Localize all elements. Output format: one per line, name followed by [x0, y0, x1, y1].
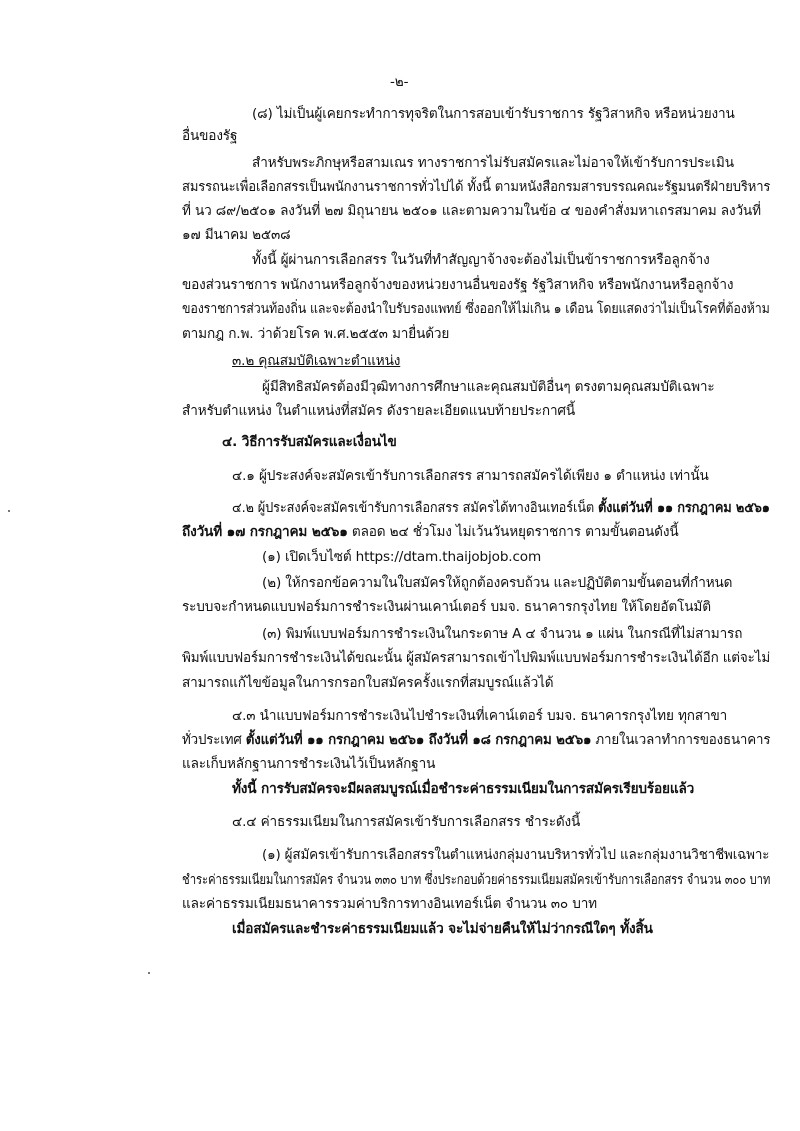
- emphasis-note: เมื่อสมัครและชำระค่าธรรมเนียมแล้ว จะไม่จ่ายคืนให้ไม่ว่ากรณีใดๆ ทั้งสิ้น: [232, 921, 653, 937]
- text-line: (๑) เปิดเว็บไซต์ https://dtam.thaijobjob.com: [262, 549, 542, 565]
- text-line: ของราชการส่วนท้องถิ่น และจะต้องนำใบรับรองแพทย์ ซึ่งออกให้ไม่เกิน ๑ เดือน โดยแสดงว่าไม่เป็นโรคที่ต้องห้าม: [182, 301, 770, 317]
- text-line: [182, 522, 679, 542]
- text-span: ทั่วประเทศ: [182, 732, 246, 748]
- text-line: และเก็บหลักฐานการชำระเงินไว้เป็นหลักฐาน: [182, 756, 436, 772]
- text-line: ทั้งนี้ ผู้ผ่านการเลือกสรร ในวันที่ทำสัญญาจ้างจะต้องไม่เป็นข้าราชการหรือลูกจ้าง: [252, 252, 710, 268]
- text-line: (๑) ผู้สมัครเข้ารับการเลือกสรรในตำแหน่งกลุ่มงานบริหารทั่วไป และกลุ่มงานวิชาชีพเฉพาะ: [262, 847, 770, 863]
- text-span: ภายในเวลาทำการของธนาคาร: [591, 732, 771, 748]
- text-line: พิมพ์แบบฟอร์มการชำระเงินได้ขณะนั้น ผู้สมัครสามารถเข้าไปพิมพ์แบบฟอร์มการชำระเงินได้อีก แต่จะไม่: [182, 650, 771, 666]
- text-line: ของส่วนราชการ พนักงานหรือลูกจ้างของหน่วยงานอื่นของรัฐ รัฐวิสาหกิจ หรือพนักงานหรือลูกจ้าง: [182, 277, 734, 293]
- text-span: ๔.๒ ผู้ประสงค์จะสมัครเข้ารับการเลือกสรร สมัครได้ทางอินเทอร์เน็ต: [232, 500, 598, 516]
- text-line: [232, 498, 770, 518]
- text-line: [182, 730, 770, 750]
- text-line: ๔.๓ นำแบบฟอร์มการชำระเงินไปชำระเงินที่เคาน์เตอร์ บมจ. ธนาคารกรุงไทย ทุกสาขา: [232, 708, 728, 724]
- section-heading: ๔. วิธีการรับสมัครและเงื่อนไข: [222, 434, 397, 450]
- date-range-text: ถึงวันที่ ๑๗ กรกฎาคม ๒๕๖๑: [182, 524, 348, 540]
- page-number: -๒-: [390, 74, 409, 90]
- text-line: ๔.๑ ผู้ประสงค์จะสมัครเข้ารับการเลือกสรร สามารถสมัครได้เพียง ๑ ตำแหน่ง เท่านั้น: [232, 468, 709, 484]
- text-line: สำหรับพระภิกษุหรือสามเณร ทางราชการไม่รับสมัครและไม่อาจให้เข้ารับการประเมิน: [252, 155, 734, 171]
- text-line: ชำระค่าธรรมเนียมในการสมัคร จำนวน ๓๓๐ บาท ซึ่งประกอบด้วยค่าธรรมเนียมสมัครเข้ารับการเลือกสรร จำนวน ๓๐๐ บาท: [182, 872, 771, 888]
- text-line: (๒) ให้กรอกข้อความในใบสมัครให้ถูกต้องครบถ้วน และปฏิบัติตามขั้นตอนที่กำหนด: [262, 575, 733, 591]
- text-line: และค่าธรรมเนียมธนาคารรวมค่าบริการทางอินเทอร์เน็ต จำนวน ๓๐ บาท: [182, 896, 597, 912]
- text-line: ผู้มีสิทธิสมัครต้องมีวุฒิทางการศึกษาและคุณสมบัติอื่นๆ ตรงตามคุณสมบัติเฉพาะ: [262, 379, 715, 395]
- text-line: (๘) ไม่เป็นผู้เคยกระทำการทุจริตในการสอบเข้ารับราชการ รัฐวิสาหกิจ หรือหน่วยงาน: [252, 106, 735, 122]
- text-line: สมรรถนะเพื่อเลือกสรรเป็นพนักงานราชการทั่วไปได้ ทั้งนี้ ตามหนังสือกรมสารบรรณคณะรัฐมนตรีฝ่ายบริหาร: [182, 179, 771, 195]
- text-line: ตามกฎ ก.พ. ว่าด้วยโรค พ.ศ.๒๕๕๓ มายื่นด้วย: [182, 326, 450, 342]
- text-line: สามารถแก้ไขข้อมูลในการกรอกใบสมัครครั้งแรกที่สมบูรณ์แล้วได้: [182, 675, 554, 691]
- scan-mark: [148, 972, 150, 974]
- section-heading: ๓.๒ คุณสมบัติเฉพาะตำแหน่ง: [232, 353, 401, 369]
- scan-mark: [8, 510, 10, 512]
- text-line: (๓) พิมพ์แบบฟอร์มการชำระเงินในกระดาษ A ๔ จำนวน ๑ แผ่น ในกรณีที่ไม่สามารถ: [262, 626, 743, 642]
- date-range-text: ตั้งแต่วันที่ ๑๑ กรกฎาคม ๒๕๖๑: [597, 500, 770, 516]
- text-span: ตลอด ๒๔ ชั่วโมง ไม่เว้นวันหยุดราชการ ตามขั้นตอนดังนี้: [347, 524, 679, 540]
- date-range-text: ตั้งแต่วันที่ ๑๑ กรกฎาคม ๒๕๖๑ ถึงวันที่ ๑๘ กรกฎาคม ๒๕๖๑: [245, 732, 592, 748]
- text-line: ๑๗ มีนาคม ๒๕๓๘: [182, 227, 291, 243]
- text-line: อื่นของรัฐ: [182, 128, 238, 144]
- text-line: ระบบจะกำหนดแบบฟอร์มการชำระเงินผ่านเคาน์เตอร์ บมจ. ธนาคารกรุงไทย ให้โดยอัตโนมัติ: [182, 599, 711, 615]
- text-line: ๔.๔ ค่าธรรมเนียมในการสมัครเข้ารับการเลือกสรร ชำระดังนี้: [232, 814, 581, 830]
- emphasis-note: ทั้งนี้ การรับสมัครจะมีผลสมบูรณ์เมื่อชำระค่าธรรมเนียมในการสมัครเรียบร้อยแล้ว: [232, 781, 695, 797]
- text-line: ที่ นว ๘๙/๒๕๐๑ ลงวันที่ ๒๗ มิถุนายน ๒๕๐๑ และตามความในข้อ ๔ ของคำสั่งมหาเถรสมาคม ลงวันที่: [182, 203, 761, 219]
- text-line: สำหรับตำแหน่ง ในตำแหน่งที่สมัคร ดังรายละเอียดแนบท้ายประกาศนี้: [182, 403, 576, 419]
